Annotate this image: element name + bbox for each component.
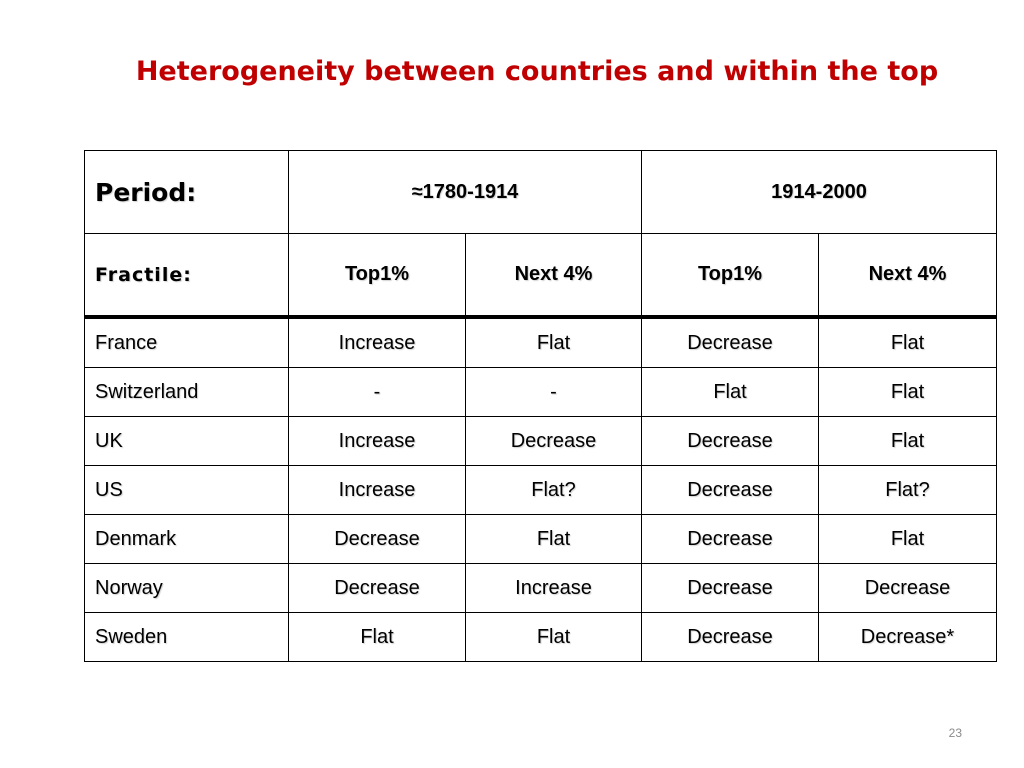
table-row <box>85 466 997 515</box>
trend-cell: Flat <box>819 368 997 417</box>
trend-cell: Increase <box>289 466 466 515</box>
period-header: 1914-2000 <box>642 151 997 234</box>
country-cell: UK <box>85 417 289 466</box>
trend-cell: Flat <box>466 317 642 368</box>
slide-title: Heterogeneity between countries and within the top <box>135 56 939 87</box>
trend-cell: Decrease <box>642 466 819 515</box>
fractile-header: Top1% <box>642 234 819 318</box>
table-body <box>85 317 997 662</box>
trend-cell: Increase <box>289 317 466 368</box>
table-row <box>85 317 997 368</box>
trend-cell: - <box>289 368 466 417</box>
table-row <box>85 564 997 613</box>
trend-cell: Flat <box>819 317 997 368</box>
trend-cell: Flat <box>819 515 997 564</box>
trend-cell: Decrease <box>289 564 466 613</box>
fractile-header: Next 4% <box>466 234 642 318</box>
country-cell: Switzerland <box>85 368 289 417</box>
trend-cell: Flat? <box>819 466 997 515</box>
country-cell: France <box>85 317 289 368</box>
trend-cell: Decrease <box>642 417 819 466</box>
trend-cell: Increase <box>466 564 642 613</box>
trend-cell: Decrease <box>819 564 997 613</box>
trend-cell: Decrease <box>466 417 642 466</box>
trend-cell: Flat <box>289 613 466 662</box>
table-row <box>85 417 997 466</box>
trend-cell: Decrease <box>642 564 819 613</box>
table-row <box>85 613 997 662</box>
trend-cell: Decrease <box>642 515 819 564</box>
table-row <box>85 515 997 564</box>
trend-cell: Decrease <box>642 317 819 368</box>
trend-cell: Decrease <box>289 515 466 564</box>
country-cell: Norway <box>85 564 289 613</box>
heterogeneity-table <box>84 150 997 662</box>
trend-cell: Flat? <box>466 466 642 515</box>
fractile-label: Fractile: <box>85 234 289 318</box>
period-header-row <box>85 151 997 234</box>
trend-cell: Flat <box>642 368 819 417</box>
trend-cell: - <box>466 368 642 417</box>
trend-cell: Flat <box>466 515 642 564</box>
trend-cell: Decrease <box>642 613 819 662</box>
page-number: 23 <box>948 726 962 740</box>
country-cell: US <box>85 466 289 515</box>
trend-cell: Flat <box>819 417 997 466</box>
country-cell: Denmark <box>85 515 289 564</box>
period-header: ≈1780-1914 <box>289 151 642 234</box>
trend-cell: Flat <box>466 613 642 662</box>
fractile-header-row <box>85 234 997 318</box>
trend-cell: Increase <box>289 417 466 466</box>
trend-cell: Decrease* <box>819 613 997 662</box>
fractile-header: Top1% <box>289 234 466 318</box>
table-row <box>85 368 997 417</box>
fractile-header: Next 4% <box>819 234 997 318</box>
country-cell: Sweden <box>85 613 289 662</box>
period-label: Period: <box>85 151 289 234</box>
